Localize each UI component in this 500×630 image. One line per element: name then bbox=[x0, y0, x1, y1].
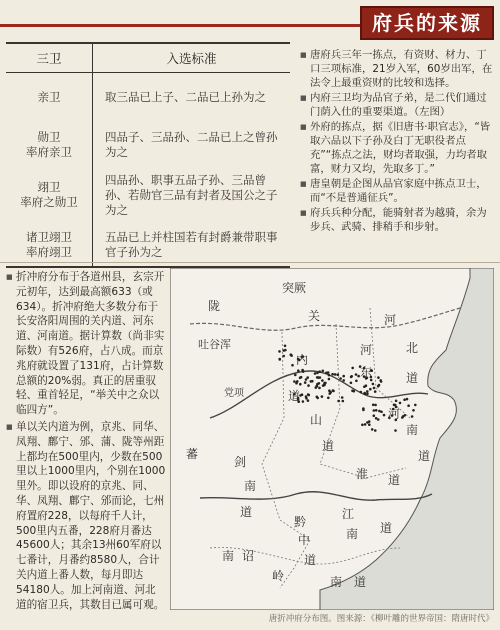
garrison-dot bbox=[310, 380, 313, 383]
map-label: 山 bbox=[310, 413, 323, 427]
garrison-dot bbox=[304, 381, 307, 384]
map-label: 道 bbox=[354, 575, 367, 589]
map-label: 江 bbox=[342, 507, 355, 521]
garrison-dot bbox=[296, 380, 299, 383]
garrison-dot bbox=[374, 429, 377, 432]
garrison-dot bbox=[342, 400, 345, 403]
garrison-dot bbox=[293, 380, 296, 383]
garrison-dot bbox=[377, 385, 380, 388]
map-label: 道 bbox=[388, 473, 401, 487]
selection-criteria-table bbox=[6, 42, 290, 259]
header-criteria: 入选标准 bbox=[93, 43, 291, 73]
table-row bbox=[6, 167, 290, 224]
garrison-dot bbox=[328, 374, 331, 377]
garrison-dot bbox=[318, 387, 321, 390]
garrison-dot bbox=[314, 372, 317, 375]
garrison-dot bbox=[318, 382, 321, 385]
garrison-dot bbox=[339, 377, 342, 380]
garrison-dot bbox=[406, 398, 409, 401]
garrison-dot bbox=[411, 415, 414, 418]
right-notes-list bbox=[300, 48, 494, 235]
garrison-dot bbox=[373, 414, 376, 417]
garrison-dot bbox=[380, 411, 383, 414]
garrison-dot bbox=[395, 400, 398, 403]
guard-name: 翊卫 率府之勋卫 bbox=[6, 167, 93, 224]
garrison-dot bbox=[297, 369, 300, 372]
garrison-dot bbox=[321, 395, 324, 398]
map-label: 道 bbox=[406, 371, 419, 385]
garrison-dot bbox=[332, 389, 335, 392]
tang-map-svg bbox=[170, 268, 494, 610]
map-label: 黔 bbox=[294, 515, 307, 529]
garrison-dot bbox=[364, 392, 367, 395]
garrison-dot bbox=[328, 378, 331, 381]
map-label: 道 bbox=[418, 449, 431, 463]
garrison-dot bbox=[403, 398, 406, 401]
garrison-dot bbox=[322, 370, 325, 373]
garrison-dot bbox=[350, 382, 353, 385]
garrison-dot bbox=[307, 384, 310, 387]
garrison-dot bbox=[305, 395, 308, 398]
garrison-dot bbox=[394, 404, 397, 407]
garrison-dot bbox=[366, 390, 369, 393]
map-label: 河 bbox=[360, 343, 373, 357]
garrison-dot bbox=[362, 409, 365, 412]
garrison-dot bbox=[372, 383, 375, 386]
garrison-dot bbox=[383, 414, 386, 417]
garrison-dot bbox=[318, 370, 321, 373]
left-notes-list bbox=[6, 270, 166, 614]
list-item: ■ 唐府兵三年一拣点，有资财、材力、丁口三项标准，21岁入军，60岁出军，在法令上最重资财的比较和选择。 bbox=[300, 48, 494, 90]
garrison-dot bbox=[282, 355, 285, 358]
garrison-dot bbox=[401, 416, 404, 419]
header-rule bbox=[0, 24, 380, 27]
list-item: ■ 外府的拣点，据《旧唐书·职官志》，“皆取六品以下子孙及白丁无职役者点充”“拣点之法，财均者取强，力均者取富，财力又均，先取多丁。” bbox=[300, 120, 494, 176]
garrison-dot bbox=[299, 383, 302, 386]
list-item: ■ 折冲府分布于各道州县，玄宗开元初年，达到最高额633（或634）。折冲府绝大多数分布于长安洛阳周围的关内道、河东道、河南道。据计算数（尚非实际数）有526府，占八成。而京兆府就设置了131府，占计算数总额的20%弱。真正的居重驭轻、重首轻足，“举关中之众以临四方”。 bbox=[6, 270, 166, 418]
garrison-dot bbox=[377, 418, 380, 421]
garrison-dot bbox=[375, 409, 378, 412]
guard-name: 诸卫翊卫 率府翊卫 bbox=[6, 224, 93, 267]
map-label: 吐谷浑 bbox=[198, 338, 231, 351]
garrison-dot bbox=[379, 379, 382, 382]
garrison-dot bbox=[330, 391, 333, 394]
garrison-dot bbox=[351, 367, 354, 370]
garrison-dot bbox=[373, 387, 376, 390]
map-label: 北 bbox=[406, 341, 419, 355]
garrison-dot bbox=[394, 429, 397, 432]
map-label: 内 bbox=[296, 353, 309, 367]
map-label: 诏 bbox=[242, 549, 255, 563]
garrison-dot bbox=[321, 379, 324, 382]
garrison-dot bbox=[284, 349, 287, 352]
map-label: 蕃 bbox=[186, 447, 199, 461]
map-label: 中 bbox=[298, 533, 311, 547]
garrison-dot bbox=[327, 397, 330, 400]
garrison-dot bbox=[305, 378, 308, 381]
garrison-dot bbox=[291, 364, 294, 367]
garrison-dot bbox=[353, 390, 356, 393]
garrison-dot bbox=[404, 414, 407, 417]
garrison-dot bbox=[300, 376, 303, 379]
map-label: 关 bbox=[308, 309, 321, 323]
garrison-dot bbox=[366, 392, 369, 395]
garrison-dot bbox=[307, 393, 310, 396]
garrison-dot bbox=[342, 379, 345, 382]
guard-name: 亲卫 bbox=[6, 73, 93, 123]
map-label: 岭 bbox=[272, 569, 285, 583]
garrison-dot bbox=[294, 374, 297, 377]
garrison-dot bbox=[316, 397, 319, 400]
map-label: 南 bbox=[222, 549, 235, 563]
table-header-row bbox=[6, 43, 290, 73]
garrison-dot bbox=[323, 384, 326, 387]
map-label: 剑 bbox=[234, 455, 247, 469]
garrison-dot bbox=[317, 376, 320, 379]
map-label: 道 bbox=[240, 505, 253, 519]
garrison-dot bbox=[301, 369, 304, 372]
garrison-dot bbox=[371, 428, 374, 431]
map-label: 陇 bbox=[208, 299, 221, 313]
map-figure bbox=[170, 268, 494, 610]
garrison-dot bbox=[372, 404, 375, 407]
garrison-dot bbox=[302, 400, 305, 403]
garrison-dot bbox=[373, 409, 376, 412]
garrison-dot bbox=[368, 420, 371, 423]
garrison-dot bbox=[365, 384, 368, 387]
garrison-dot bbox=[307, 399, 310, 402]
garrison-dot bbox=[337, 400, 340, 403]
map-label: 南 bbox=[346, 527, 359, 541]
garrison-dot bbox=[325, 372, 328, 375]
garrison-dot bbox=[414, 404, 417, 407]
garrison-dot bbox=[342, 375, 345, 378]
guard-criteria: 四品子、三品孙、二品已上之曾孙为之 bbox=[105, 129, 278, 159]
guard-name: 勋卫 率府亲卫 bbox=[6, 123, 93, 167]
table-row bbox=[6, 73, 290, 123]
garrison-dot bbox=[361, 424, 364, 427]
garrison-dot bbox=[331, 373, 334, 376]
list-item: ■ 单以关内道为例，京兆、同华、凤翔、鄜宁、邠、蒲、陇等州距上都均在500里内，少数在500里以上1000里内，个别在1000里外。即以设府的京兆、同、华、凤翔、鄜宁、邠而论，七州府置府228，以每府千人计，500里内五番，228府月番达45600人；其余13州60军府以七番计，月番约8580人，合计关内道上番人数，每月即达54180人。加上河南道、河北道的宿卫兵，其数目已属可观。 bbox=[6, 420, 166, 612]
garrison-dot bbox=[377, 376, 380, 379]
map-label: 道 bbox=[288, 389, 301, 403]
map-label: 党项 bbox=[224, 388, 244, 399]
section-divider bbox=[0, 262, 500, 263]
garrison-dot bbox=[360, 391, 363, 394]
garrison-dot bbox=[278, 358, 281, 361]
guard-criteria: 取三品已上子、二品已上孙为之 bbox=[105, 90, 266, 105]
map-label: 河 bbox=[388, 407, 401, 421]
garrison-dot bbox=[316, 372, 319, 375]
garrison-dot bbox=[364, 423, 367, 426]
map-caption: 唐折冲府分布图。图来源：《柳叶雕的世界帝国：隋唐时代》 bbox=[268, 614, 494, 624]
garrison-dot bbox=[407, 404, 410, 407]
page-title: 府兵的来源 bbox=[360, 6, 494, 40]
map-label: 道 bbox=[304, 553, 317, 567]
garrison-dot bbox=[334, 373, 337, 376]
garrison-dot bbox=[278, 350, 281, 353]
garrison-dot bbox=[399, 402, 402, 405]
map-label: 南 bbox=[406, 423, 419, 437]
garrison-dot bbox=[284, 345, 287, 348]
guard-criteria: 五品已上并柱国若有封爵兼带职事官子孙为之 bbox=[93, 224, 291, 267]
list-item: ■ 府兵兵种分配，能骑射者为越骑，余为步兵、武骑、排稍手和步射。 bbox=[300, 206, 494, 234]
table-row bbox=[6, 123, 290, 167]
garrison-dot bbox=[374, 390, 377, 393]
map-label: 道 bbox=[322, 439, 335, 453]
map-label: 淮 bbox=[356, 467, 369, 481]
list-item: ■ 唐皇朝是企图从品官家庭中拣点卫士，而“不是普通征兵”。 bbox=[300, 177, 494, 205]
map-label: 南 bbox=[244, 479, 257, 493]
garrison-dot bbox=[374, 404, 377, 407]
list-item: ■ 内府三卫均为品官子弟，是二代们通过门荫入仕的重要渠道。（左图） bbox=[300, 91, 494, 119]
garrison-dot bbox=[412, 409, 415, 412]
garrison-dot bbox=[355, 373, 358, 376]
garrison-dot bbox=[368, 423, 371, 426]
map-label: 道 bbox=[380, 521, 393, 535]
garrison-dot bbox=[350, 376, 353, 379]
guard-criteria: 四品孙、职事五品子孙、三品曾孙、若勋官三品有封者及国公之子为之 bbox=[105, 172, 278, 217]
table-row bbox=[6, 224, 290, 267]
header-guard: 三卫 bbox=[6, 43, 93, 73]
garrison-dot bbox=[290, 353, 293, 356]
map-label: 突厥 bbox=[282, 281, 307, 295]
garrison-dot bbox=[341, 396, 344, 399]
map-label: 东 bbox=[360, 365, 373, 379]
map-label: 河 bbox=[384, 313, 397, 327]
map-label: 南 bbox=[330, 575, 343, 589]
garrison-dot bbox=[337, 373, 340, 376]
garrison-dot bbox=[355, 380, 358, 383]
garrison-dot bbox=[369, 388, 372, 391]
garrison-dot bbox=[370, 379, 373, 382]
